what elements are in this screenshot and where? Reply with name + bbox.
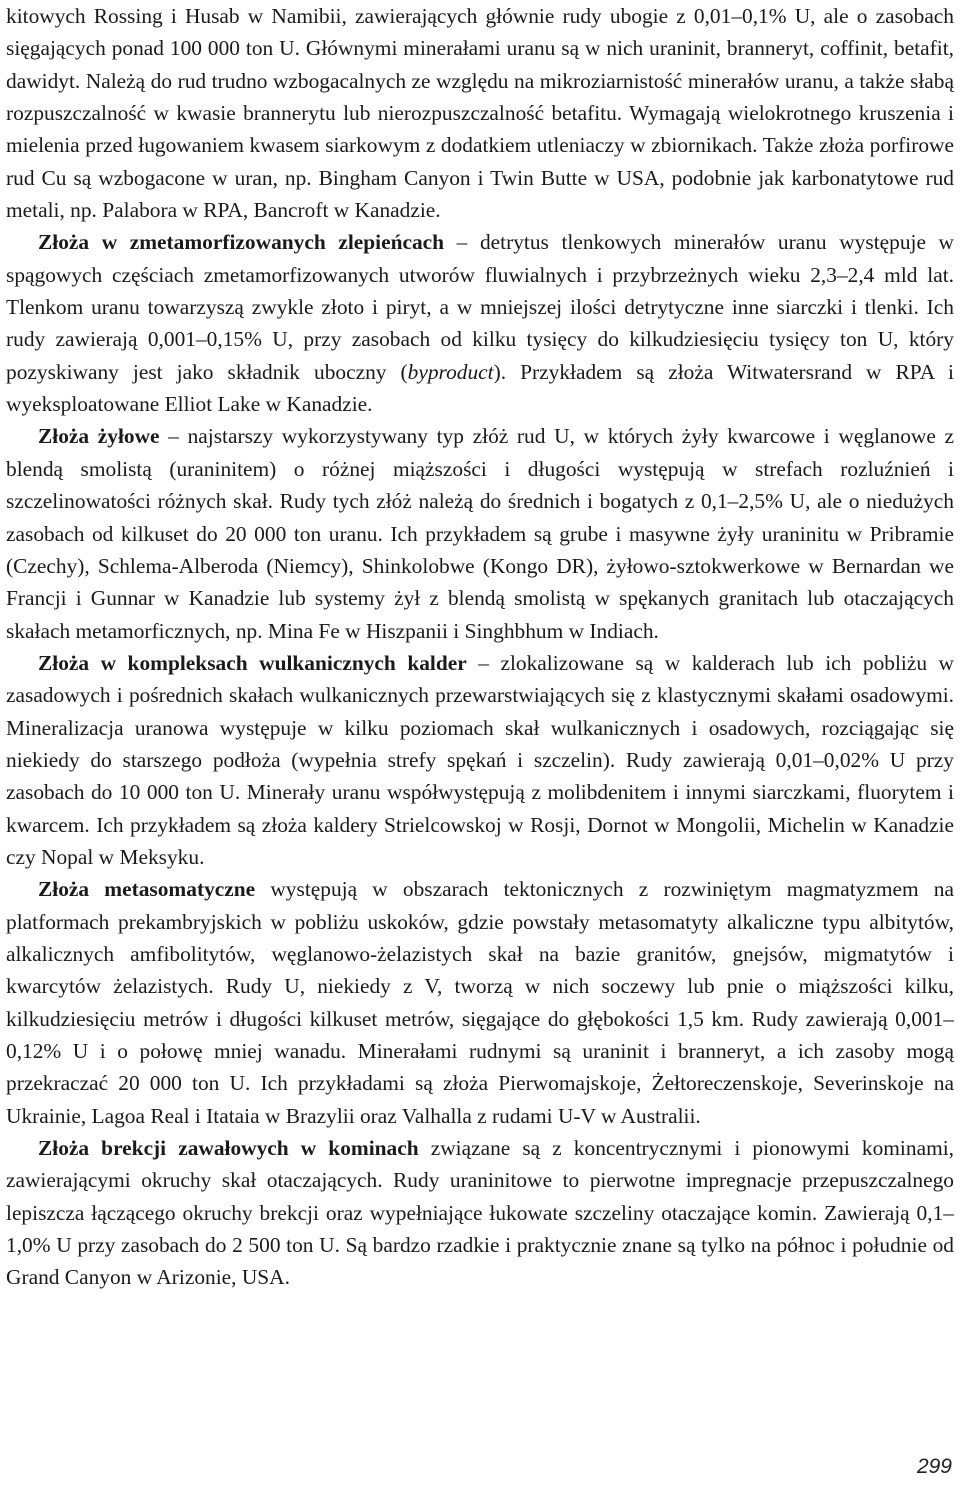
- paragraph-heading: Złoża żyłowe: [38, 424, 160, 449]
- paragraph-continuation: [6, 0, 954, 226]
- paragraph-vein-deposits: [6, 420, 954, 646]
- document-page: [6, 0, 954, 1294]
- paragraph-caldera-deposits: [6, 647, 954, 873]
- paragraph-breccia-pipe-deposits: [6, 1132, 954, 1294]
- paragraph-text-tail: ). Przykładem są złoża Witwatersrand w RPA i wyeksploatowane Elliot Lake w Kanadzie.: [6, 359, 954, 417]
- page-number: 299: [916, 1455, 952, 1478]
- paragraph-heading: Złoża metasomatyczne: [38, 877, 256, 902]
- paragraph-text: związane są z koncentrycznymi i pionowymi kominami, zawierającymi okruchy skał otaczających. Rudy uraninitowe to pierwotne impregnacje przepuszczalnego lepiszcza łączącego okruchy brekcji oraz wypełniające łukowate szczeliny otaczające komin. Zawierają 0,1–1,0% U przy zasobach do 2 500 ton U. Są bardzo rzadkie i praktycznie znane są tylko na północ i południe od Grand Canyon w Arizonie, USA.: [6, 1136, 954, 1290]
- paragraph-text: – detrytus tlenkowych minerałów uranu występuje w spągowych częściach zmetamorfizowanych utworów fluwialnych i przybrzeżnych wieku 2,3–2,4 mld lat. Tlenkom uranu towarzyszą zwykle złoto i piryt, a w mniejszej ilości detrytyczne inne siarczki i tlenki. Ich rudy zawierają 0,001–0,15% U, przy zasobach od kilku tysięcy do kilkudziesięciu tysięcy ton U, który pozyskiwany jest jako składnik uboczny (: [6, 230, 954, 384]
- paragraph-conglomerate-deposits: [6, 226, 954, 420]
- paragraph-text: kitowych Rossing i Husab w Namibii, zawierających głównie rudy ubogie z 0,01–0,1% U, ale o zasobach sięgających ponad 100 000 ton U. Głównymi minerałami uranu są w nich uraninit, branneryt, coffinit, betafit, dawidyt. Należą do rud trudno wzbogacalnych ze względu na mikroziarnistość minerałów uranu, a także słabą rozpuszczalność w kwasie brannerytu lub nierozpuszczalność betafitu. Wymagają wielokrotnego kruszenia i mielenia przed ługowaniem kwasem siarkowym z dodatkiem utleniaczy w zbiornikach. Także złoża porfirowe rud Cu są wzbogacone w uran, np. Bingham Canyon i Twin Butte w USA, podobnie jak karbonatytowe rud metali, np. Palabora w RPA, Bancroft w Kanadzie.: [6, 4, 954, 223]
- paragraph-heading: Złoża w kompleksach wulkanicznych kalder: [38, 650, 467, 675]
- paragraph-text: – zlokalizowane są w kalderach lub ich pobliżu w zasadowych i pośrednich skałach wulkanicznych przewarstwiających się z klastycznymi skałami osadowymi. Mineralizacja uranowa występuje w kilku poziomach skał wulkanicznych i osadowych, rozciągając się niekiedy do starszego podłoża (wypełnia strefy spękań i szczelin). Rudy zawierają 0,01–0,02% U przy zasobach do 10 000 ton U. Minerały uranu współwystępują z molibdenitem i innymi siarczkami, fluorytem i kwarcem. Ich przykładem są złoża kaldery Strielcowskoj w Rosji, Dornot w Mongolii, Michelin w Kanadzie czy Nopal w Meksyku.: [6, 650, 954, 869]
- paragraph-metasomatic-deposits: [6, 873, 954, 1132]
- paragraph-heading: Złoża brekcji zawałowych w kominach: [38, 1136, 419, 1161]
- paragraph-heading: Złoża w zmetamorfizowanych zlepieńcach: [38, 230, 445, 255]
- paragraph-italic-term: byproduct: [407, 359, 494, 384]
- paragraph-text: – najstarszy wykorzystywany typ złóż rud U, w których żyły kwarcowe i węglanowe z blendą smolistą (uraninitem) o różnej miąższości i długości występują w strefach rozluźnień i szczelinowatości różnych skał. Rudy tych złóż należą do średnich i bogatych z 0,1–2,5% U, ale o niedużych zasobach od kilkuset do 20 000 ton uranu. Ich przykładem są grube i masywne żyły uraninitu w Pribramie (Czechy), Schlema-Alberoda (Niemcy), Shinkolobwe (Kongo DR), żyłowo-sztokwerkowe w Bernardan we Francji i Gunnar w Kanadzie lub systemy żył z blendą smolistą w spękanych granitach lub otaczających skałach metamorficznych, np. Mina Fe w Hiszpanii i Singhbhum w Indiach.: [6, 424, 954, 643]
- paragraph-text: występują w obszarach tektonicznych z rozwiniętym magmatyzmem na platformach prekambryjskich w pobliżu uskoków, gdzie powstały metasomatyty alkaliczne typu albitytów, alkalicznych amfibolitytów, węglanowo-żelazistych skał na bazie granitów, gnejsów, migmatytów i kwarcytów żelazistych. Rudy U, niekiedy z V, tworzą w nich soczewy lub pnie o miąższości kilku, kilkudziesięciu metrów i długości kilkuset metrów, sięgające do głębokości 1,5 km. Rudy zawierają 0,001–0,12% U i o połowę mniej wanadu. Minerałami rudnymi są uraninit i branneryt, a ich zasoby mogą przekraczać 20 000 ton U. Ich przykładami są złoża Pierwomajskoje, Żełtoreczenskoje, Severinskoje na Ukrainie, Lagoa Real i Itataia w Brazylii oraz Valhalla z rudami U-V w Australii.: [6, 877, 955, 1128]
